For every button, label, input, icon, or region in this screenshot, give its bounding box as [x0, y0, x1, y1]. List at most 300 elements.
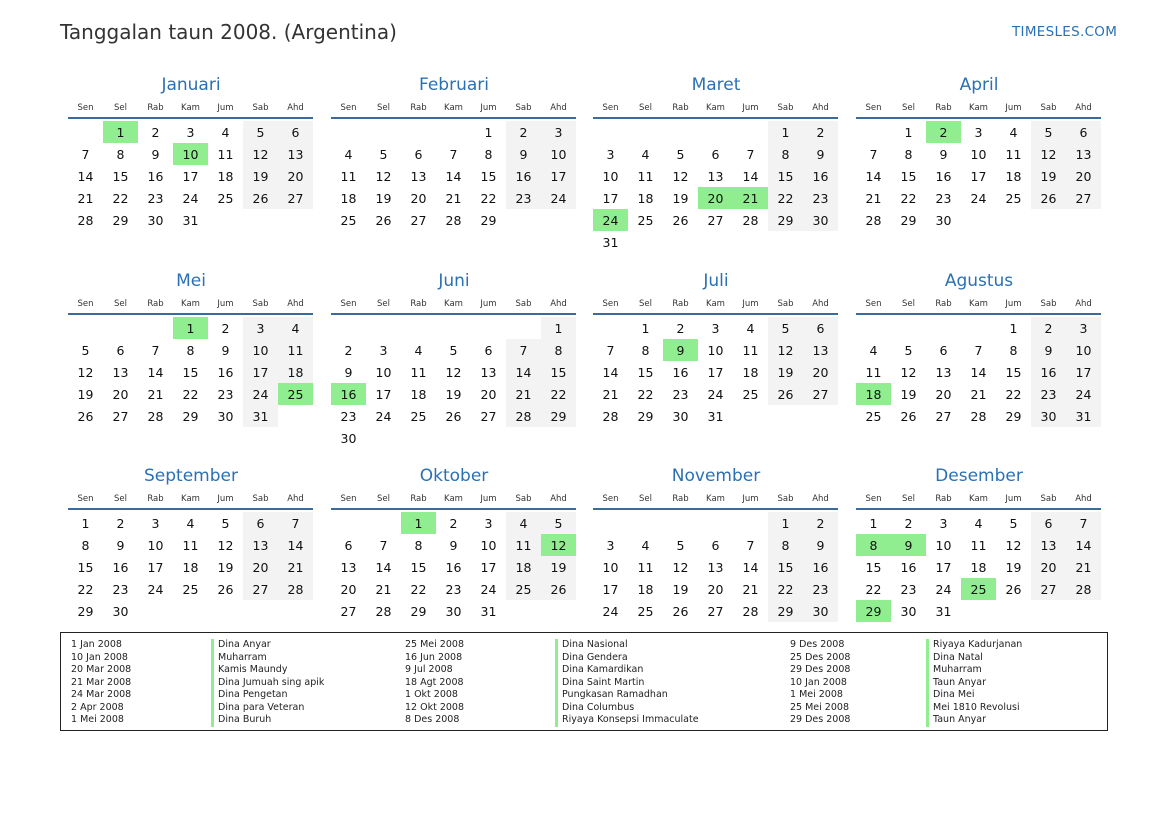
day-cell: 5 — [541, 512, 576, 534]
day-cell: 27 — [707, 603, 724, 619]
weekday-header — [856, 295, 1102, 313]
day-cell: 31 — [480, 603, 497, 619]
weekday-label: Ahd — [1075, 494, 1092, 504]
day-cell: 18 — [182, 559, 199, 575]
day-cell: 1 — [869, 515, 878, 531]
day-cell: 18 — [506, 556, 541, 578]
legend-dates-col-2 — [405, 639, 464, 727]
day-cell: 3 — [541, 121, 576, 143]
weekday-header — [593, 99, 839, 117]
weekday-label: Sab — [515, 299, 532, 309]
legend-entry: 1 Mei 2008 — [790, 689, 843, 700]
day-cell: 24 — [480, 581, 497, 597]
day-cell: 8 — [414, 537, 423, 553]
day-cell: 29 — [768, 600, 803, 622]
day-cell: 7 — [278, 512, 313, 534]
day-cell: 25 — [865, 408, 882, 424]
month-september — [68, 465, 314, 622]
day-cell: 31 — [182, 212, 199, 228]
month-name: Oktober — [419, 466, 489, 486]
day-cell: 30 — [1031, 405, 1066, 427]
day-cell: 30 — [900, 603, 917, 619]
weekday-label: Ahd — [550, 299, 567, 309]
header-rule — [68, 508, 313, 510]
day-cell: 25 — [637, 603, 654, 619]
day-cell: 13 — [1031, 534, 1066, 556]
weekday-label: Sen — [77, 103, 94, 113]
day-cell: 5 — [449, 342, 458, 358]
weekday-label: Sen — [77, 494, 94, 504]
legend-entry: Kamis Maundy — [218, 664, 288, 675]
weekday-label: Sab — [252, 299, 269, 309]
header-rule — [856, 313, 1101, 315]
day-cell: 31 — [935, 603, 952, 619]
day-cell: 11 — [742, 342, 759, 358]
empty-cell — [926, 317, 961, 339]
day-cell: 14 — [970, 364, 987, 380]
day-cell: 28 — [445, 212, 462, 228]
month-name: April — [959, 75, 999, 95]
day-cell: 19 — [243, 165, 278, 187]
day-cell: 18 — [637, 190, 654, 206]
day-cell: 10 — [707, 342, 724, 358]
day-cell: 27 — [1031, 578, 1066, 600]
day-cell: 5 — [904, 342, 913, 358]
day-cell: 5 — [676, 146, 685, 162]
day-cell: 13 — [340, 559, 357, 575]
legend-entry: Dina para Veteran — [218, 701, 305, 713]
day-cell: 6 — [116, 342, 125, 358]
day-cell: 5 — [379, 146, 388, 162]
day-cell: 29 — [541, 405, 576, 427]
day-cell: 26 — [1005, 581, 1022, 597]
day-cell: 23 — [147, 190, 164, 206]
day-cell: 4 — [1009, 124, 1018, 140]
month-april — [856, 74, 1102, 231]
weekday-label: Sel — [114, 103, 127, 113]
weekday-label: Sen — [602, 299, 619, 309]
day-cell: 28 — [742, 603, 759, 619]
weekday-label: Ahd — [550, 494, 567, 504]
day-cell: 10 — [375, 364, 392, 380]
day-cell: 7 — [81, 146, 90, 162]
day-cell: 15 — [900, 168, 917, 184]
day-cell: 1 — [641, 320, 650, 336]
day-cell: 20 — [803, 361, 838, 383]
day-cell: 17 — [970, 168, 987, 184]
weekday-label: Sen — [865, 494, 882, 504]
day-cell: 2 — [506, 121, 541, 143]
day-cell: 8 — [81, 537, 90, 553]
weekday-label: Sab — [1040, 494, 1057, 504]
empty-cell — [366, 121, 401, 143]
weekday-label: Ahd — [287, 103, 304, 113]
day-cell: 30 — [112, 603, 129, 619]
weekday-label: Rab — [147, 103, 164, 113]
weekday-label: Rab — [672, 494, 689, 504]
day-cell: 29 — [410, 603, 427, 619]
day-cell: 16 — [217, 364, 234, 380]
day-cell: 2 — [151, 124, 160, 140]
day-cell: 22 — [112, 190, 129, 206]
holiday-day-cell: 9 — [663, 339, 698, 361]
weekday-header — [68, 490, 314, 508]
day-cell: 26 — [541, 578, 576, 600]
day-cell: 21 — [147, 386, 164, 402]
header-rule — [331, 313, 576, 315]
day-cell: 19 — [900, 386, 917, 402]
empty-cell — [366, 317, 401, 339]
holiday-day-cell: 16 — [331, 383, 366, 405]
day-cell: 27 — [278, 187, 313, 209]
day-cell: 21 — [77, 190, 94, 206]
legend-entry: 16 Jun 2008 — [405, 651, 463, 663]
empty-cell — [401, 121, 436, 143]
legend-entry: 1 Jan 2008 — [71, 639, 122, 650]
weekday-label: Rab — [410, 103, 427, 113]
day-cell: 22 — [1005, 386, 1022, 402]
day-cell: 27 — [935, 408, 952, 424]
page-title: Tanggalan taun 2008. (Argentina) — [60, 20, 397, 44]
month-name: Desember — [935, 466, 1023, 486]
day-cell: 11 — [217, 146, 234, 162]
day-cell: 22 — [77, 581, 94, 597]
weekday-label: Rab — [147, 299, 164, 309]
day-cell: 16 — [1031, 361, 1066, 383]
day-grid — [593, 317, 839, 427]
day-cell: 6 — [414, 146, 423, 162]
day-cell: 1 — [904, 124, 913, 140]
day-cell: 30 — [803, 209, 838, 231]
day-cell: 22 — [900, 190, 917, 206]
empty-cell — [506, 317, 541, 339]
day-cell: 1 — [484, 124, 493, 140]
holiday-legend — [60, 632, 1108, 731]
header-rule — [593, 117, 838, 119]
empty-cell — [366, 512, 401, 534]
day-cell: 11 — [865, 364, 882, 380]
day-cell: 19 — [375, 190, 392, 206]
day-cell: 20 — [1031, 556, 1066, 578]
day-cell: 21 — [602, 386, 619, 402]
day-cell: 12 — [672, 559, 689, 575]
weekday-label: Sab — [515, 103, 532, 113]
legend-entry: 8 Des 2008 — [405, 714, 460, 725]
day-cell: 17 — [375, 386, 392, 402]
day-cell: 10 — [602, 168, 619, 184]
day-cell: 11 — [1005, 146, 1022, 162]
day-cell: 14 — [506, 361, 541, 383]
day-cell: 29 — [480, 212, 497, 228]
day-cell: 8 — [484, 146, 493, 162]
day-cell: 27 — [1066, 187, 1101, 209]
day-cell: 16 — [147, 168, 164, 184]
month-name: September — [144, 466, 238, 486]
day-cell: 3 — [1066, 317, 1101, 339]
empty-cell — [698, 121, 733, 143]
day-cell: 7 — [151, 342, 160, 358]
day-cell: 26 — [243, 187, 278, 209]
day-cell: 11 — [182, 537, 199, 553]
day-cell: 30 — [147, 212, 164, 228]
day-cell: 1 — [768, 121, 803, 143]
day-cell: 18 — [410, 386, 427, 402]
day-cell: 24 — [243, 383, 278, 405]
legend-entry: 24 Mar 2008 — [71, 689, 132, 700]
day-cell: 27 — [243, 578, 278, 600]
month-desember — [856, 465, 1102, 622]
day-cell: 13 — [410, 168, 427, 184]
day-cell: 17 — [541, 165, 576, 187]
month-oktober — [331, 465, 577, 622]
day-cell: 7 — [869, 146, 878, 162]
weekday-header — [331, 295, 577, 313]
day-cell: 8 — [768, 534, 803, 556]
day-cell: 7 — [974, 342, 983, 358]
day-cell: 25 — [637, 212, 654, 228]
day-cell: 17 — [602, 581, 619, 597]
weekday-label: Sel — [902, 494, 915, 504]
weekday-label: Sen — [340, 103, 357, 113]
day-cell: 12 — [217, 537, 234, 553]
day-cell: 14 — [742, 168, 759, 184]
month-name: November — [671, 466, 761, 486]
day-cell: 12 — [768, 339, 803, 361]
day-cell: 18 — [742, 364, 759, 380]
day-cell: 30 — [672, 408, 689, 424]
day-cell: 15 — [410, 559, 427, 575]
day-cell: 20 — [707, 581, 724, 597]
day-cell: 14 — [1066, 534, 1101, 556]
weekday-label: Kam — [444, 103, 463, 113]
day-cell: 3 — [186, 124, 195, 140]
weekday-header — [68, 99, 314, 117]
weekday-label: Sel — [114, 299, 127, 309]
day-cell: 29 — [182, 408, 199, 424]
weekday-label: Ahd — [1075, 103, 1092, 113]
day-cell: 13 — [278, 143, 313, 165]
day-cell: 21 — [742, 581, 759, 597]
legend-entry: 9 Jul 2008 — [405, 664, 453, 675]
day-cell: 18 — [1005, 168, 1022, 184]
weekday-label: Rab — [672, 299, 689, 309]
day-cell: 23 — [445, 581, 462, 597]
empty-cell — [593, 317, 628, 339]
day-grid — [331, 512, 577, 622]
day-cell: 18 — [340, 190, 357, 206]
weekday-label: Rab — [935, 103, 952, 113]
day-cell: 15 — [112, 168, 129, 184]
holiday-day-cell: 2 — [926, 121, 961, 143]
day-cell: 19 — [445, 386, 462, 402]
header-rule — [68, 313, 313, 315]
day-cell: 18 — [217, 168, 234, 184]
weekday-label: Kam — [181, 103, 200, 113]
weekday-label: Jum — [1005, 494, 1022, 504]
legend-dates-col-1 — [71, 639, 131, 727]
weekday-label: Kam — [706, 103, 725, 113]
day-cell: 20 — [410, 190, 427, 206]
day-cell: 23 — [672, 386, 689, 402]
day-cell: 22 — [541, 383, 576, 405]
day-cell: 14 — [742, 559, 759, 575]
day-cell: 26 — [672, 603, 689, 619]
day-cell: 4 — [506, 512, 541, 534]
weekday-label: Jum — [742, 103, 759, 113]
weekday-label: Sen — [340, 299, 357, 309]
day-cell: 16 — [900, 559, 917, 575]
holiday-day-cell: 29 — [856, 600, 891, 622]
empty-cell — [436, 317, 471, 339]
day-cell: 30 — [340, 430, 357, 446]
weekday-label: Kam — [444, 494, 463, 504]
day-cell: 20 — [112, 386, 129, 402]
weekday-label: Rab — [935, 494, 952, 504]
day-cell: 1 — [768, 512, 803, 534]
weekday-label: Sen — [340, 494, 357, 504]
weekday-label: Sel — [377, 103, 390, 113]
day-cell: 14 — [375, 559, 392, 575]
day-cell: 12 — [1005, 537, 1022, 553]
weekday-label: Sel — [639, 494, 652, 504]
weekday-label: Ahd — [812, 494, 829, 504]
day-cell: 12 — [375, 168, 392, 184]
day-cell: 7 — [606, 342, 615, 358]
month-maret — [593, 74, 839, 253]
weekday-header — [68, 295, 314, 313]
holiday-day-cell: 8 — [856, 534, 891, 556]
day-cell: 16 — [803, 165, 838, 187]
day-cell: 26 — [1031, 187, 1066, 209]
month-juli — [593, 270, 839, 427]
day-cell: 30 — [445, 603, 462, 619]
weekday-label: Kam — [444, 299, 463, 309]
day-cell: 26 — [445, 408, 462, 424]
weekday-label: Jum — [480, 299, 497, 309]
day-grid — [856, 512, 1102, 622]
empty-cell — [68, 317, 103, 339]
day-cell: 20 — [480, 386, 497, 402]
month-agustus — [856, 270, 1102, 427]
legend-entry: Dina Columbus — [562, 701, 635, 713]
day-cell: 21 — [445, 190, 462, 206]
day-cell: 28 — [742, 212, 759, 228]
day-cell: 13 — [243, 534, 278, 556]
legend-names-col-1 — [211, 639, 324, 727]
day-cell: 24 — [935, 581, 952, 597]
day-cell: 23 — [217, 386, 234, 402]
empty-cell — [331, 512, 366, 534]
day-cell: 28 — [278, 578, 313, 600]
legend-names-col-3 — [926, 639, 1022, 727]
day-cell: 15 — [768, 165, 803, 187]
day-cell: 28 — [1066, 578, 1101, 600]
day-cell: 6 — [243, 512, 278, 534]
legend-entry: 21 Mar 2008 — [71, 676, 132, 688]
day-cell: 3 — [243, 317, 278, 339]
day-cell: 3 — [606, 537, 615, 553]
empty-cell — [856, 317, 891, 339]
day-grid — [331, 121, 577, 231]
day-cell: 13 — [803, 339, 838, 361]
empty-cell — [593, 512, 628, 534]
month-juni — [331, 270, 577, 449]
day-cell: 10 — [147, 537, 164, 553]
day-cell: 4 — [974, 515, 983, 531]
day-cell: 14 — [602, 364, 619, 380]
day-cell: 24 — [182, 190, 199, 206]
day-cell: 2 — [1031, 317, 1066, 339]
weekday-label: Ahd — [812, 103, 829, 113]
day-cell: 28 — [375, 603, 392, 619]
day-cell: 8 — [116, 146, 125, 162]
day-cell: 1 — [541, 317, 576, 339]
empty-cell — [698, 512, 733, 534]
legend-entry: Muharram — [933, 664, 982, 675]
day-cell: 13 — [1066, 143, 1101, 165]
day-cell: 13 — [935, 364, 952, 380]
day-cell: 14 — [278, 534, 313, 556]
day-cell: 26 — [900, 408, 917, 424]
weekday-label: Sel — [902, 103, 915, 113]
brand-link[interactable]: TIMESLES.COM — [1012, 24, 1118, 40]
day-cell: 27 — [340, 603, 357, 619]
legend-entry: 29 Des 2008 — [790, 664, 851, 675]
day-cell: 3 — [939, 515, 948, 531]
day-cell: 9 — [803, 534, 838, 556]
day-cell: 5 — [1031, 121, 1066, 143]
day-cell: 4 — [186, 515, 195, 531]
month-name: Februari — [419, 75, 489, 95]
header-rule — [331, 508, 576, 510]
day-cell: 22 — [768, 578, 803, 600]
day-cell: 15 — [541, 361, 576, 383]
day-cell: 15 — [182, 364, 199, 380]
day-cell: 24 — [1066, 383, 1101, 405]
holiday-day-cell: 24 — [593, 209, 628, 231]
weekday-label: Sab — [252, 494, 269, 504]
day-cell: 24 — [707, 386, 724, 402]
day-cell: 13 — [707, 168, 724, 184]
day-cell: 6 — [711, 146, 720, 162]
day-cell: 19 — [672, 581, 689, 597]
empty-cell — [733, 512, 768, 534]
day-cell: 6 — [711, 537, 720, 553]
day-cell: 25 — [410, 408, 427, 424]
day-cell: 27 — [112, 408, 129, 424]
day-grid — [331, 317, 577, 449]
day-cell: 27 — [410, 212, 427, 228]
day-cell: 31 — [243, 405, 278, 427]
day-cell: 4 — [414, 342, 423, 358]
day-cell: 12 — [672, 168, 689, 184]
day-cell: 19 — [672, 190, 689, 206]
day-cell: 18 — [970, 559, 987, 575]
day-cell: 23 — [1031, 383, 1066, 405]
weekday-label: Jum — [480, 103, 497, 113]
legend-entry: Dina Natal — [933, 651, 983, 663]
day-cell: 27 — [707, 212, 724, 228]
month-name: Maret — [691, 75, 741, 95]
empty-cell — [663, 121, 698, 143]
legend-entry: Taun Anyar — [933, 714, 986, 725]
weekday-label: Sen — [602, 103, 619, 113]
day-cell: 18 — [637, 581, 654, 597]
day-cell: 14 — [865, 168, 882, 184]
day-cell: 5 — [81, 342, 90, 358]
weekday-label: Ahd — [550, 103, 567, 113]
header-rule — [68, 117, 313, 119]
